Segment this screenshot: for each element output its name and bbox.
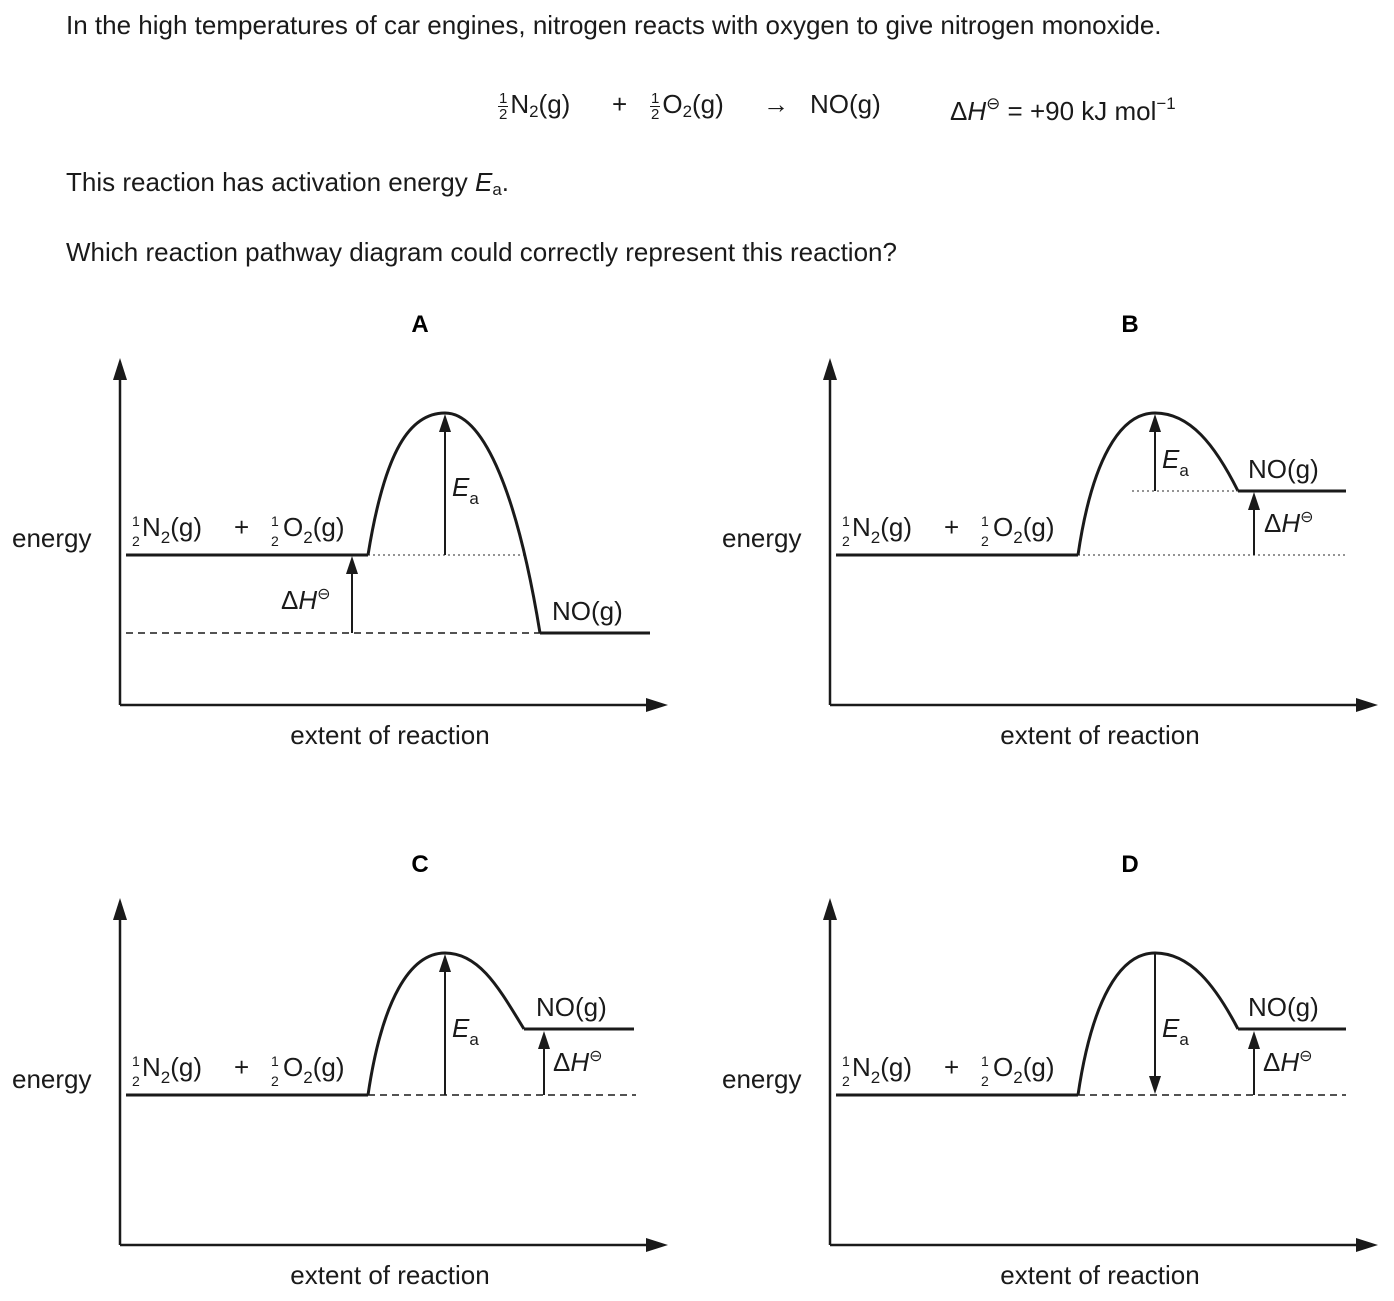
- option-label: C: [411, 851, 429, 878]
- question-intro: In the high temperatures of car engines, nitrogen reacts with oxygen to give nitrogen monoxide.: [66, 10, 1162, 40]
- activation-energy-arrow: [439, 414, 451, 555]
- reactants-label: 1 $2N_2(g) + 1$ 2 $O_2(g)$: [842, 1052, 1055, 1089]
- enthalpy-arrow: [1248, 492, 1260, 555]
- energy-profile-curve: [1078, 413, 1238, 555]
- enthalpy-arrow: [538, 1031, 550, 1095]
- n2-term: $\frac{1}{2}$ $N_2(g)$: [499, 89, 571, 123]
- y-axis-label: energy: [12, 1064, 92, 1094]
- x-axis-label: extent of reaction: [1000, 720, 1200, 750]
- product-label: NO(g): [552, 596, 623, 626]
- energy-profile-curve: [368, 413, 540, 633]
- ea-label: $E_a$: [1162, 444, 1189, 480]
- enthalpy-arrow: [1248, 1031, 1260, 1095]
- activation-energy-statement: This reaction has activation energy $E_a$.: [66, 167, 509, 200]
- reactants-label: 1 $2N_2(g) + 1$ 2 $O_2(g)$: [132, 1052, 345, 1089]
- product-term: NO(g): [810, 89, 881, 119]
- y-axis-label: energy: [722, 1064, 802, 1094]
- diagram-c: [0, 840, 700, 1301]
- half-fraction: $\frac{1}{2}$: [651, 89, 660, 123]
- y-axis-label: energy: [12, 523, 92, 553]
- option-label: D: [1121, 851, 1139, 878]
- activation-energy-arrow: [1149, 954, 1161, 1094]
- product-label: NO(g): [1248, 992, 1319, 1022]
- reactants-label: 1 $2N_2(g) + 1$ 2 $O_2(g)$: [132, 512, 345, 549]
- ea-label: $E_a$: [452, 472, 479, 508]
- ea-label: $E_a$: [452, 1013, 479, 1049]
- enthalpy-change: ΔH⊖ = +90 kJ mol$^{-1}$: [950, 94, 1176, 126]
- option-label: B: [1121, 311, 1139, 338]
- delta-h-label: ΔH⊖: [553, 1047, 603, 1077]
- activation-energy-arrow: [439, 954, 451, 1095]
- enthalpy-arrow: [346, 556, 358, 633]
- o2-term: $\frac{1}{2}$ $O_2(g)$: [651, 89, 724, 123]
- x-axis-label: extent of reaction: [290, 1260, 490, 1290]
- product-label: NO(g): [536, 992, 607, 1022]
- x-axis-label: extent of reaction: [290, 720, 490, 750]
- y-axis-label: energy: [722, 523, 802, 553]
- energy-profile-curve: [1078, 953, 1238, 1095]
- delta-h-label: ΔH⊖: [281, 585, 331, 615]
- reaction-arrow: →: [763, 89, 789, 119]
- half-fraction: $\frac{1}{2}$: [499, 89, 508, 123]
- delta-h-label: ΔH⊖: [1264, 508, 1314, 538]
- option-label: A: [411, 311, 429, 338]
- delta-h-label: ΔH⊖: [1263, 1047, 1313, 1077]
- diagram-a: [0, 300, 700, 770]
- diagram-d: [710, 840, 1394, 1301]
- x-axis-label: extent of reaction: [1000, 1260, 1200, 1290]
- reactants-label: 1 $2N_2(g) + 1$ 2 $O_2(g)$: [842, 512, 1055, 549]
- question-prompt: Which reaction pathway diagram could correctly represent this reaction?: [66, 237, 897, 267]
- ea-label: $E_a$: [1162, 1013, 1189, 1049]
- activation-energy-arrow: [1149, 414, 1161, 491]
- product-label: NO(g): [1248, 454, 1319, 484]
- diagram-b: [710, 300, 1394, 770]
- plus-sign: +: [612, 89, 628, 119]
